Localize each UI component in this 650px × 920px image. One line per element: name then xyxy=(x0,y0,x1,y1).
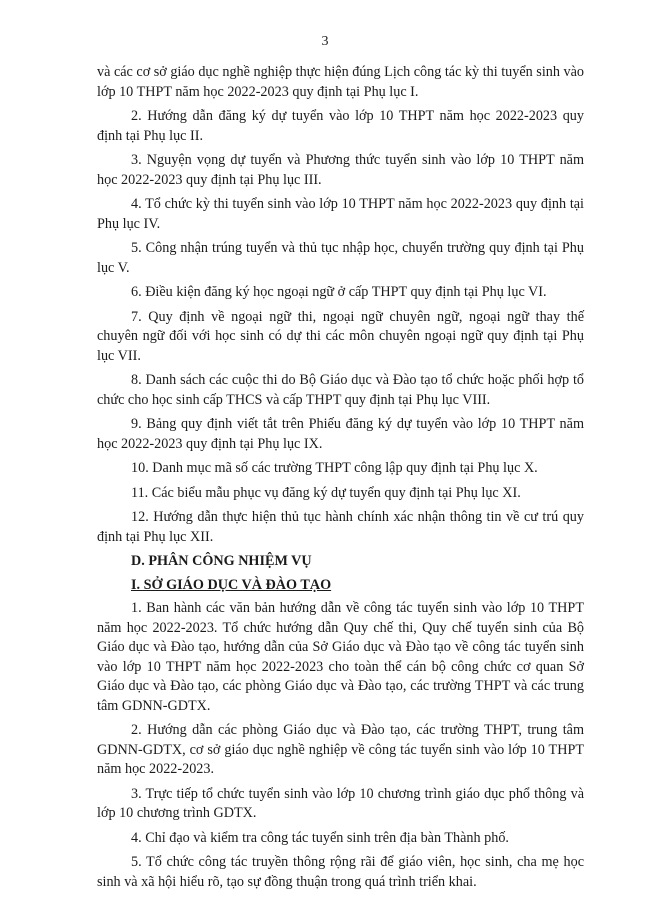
list-item: 2. Hướng dẫn đăng ký dự tuyển vào lớp 10 THPT năm học 2022-2023 quy định tại Phụ lục II. xyxy=(97,108,584,144)
list-item: 8. Danh sách các cuộc thi do Bộ Giáo dục và Đào tạo tổ chức hoặc phối hợp tổ chức cho học sinh cấp THCS và cấp THPT quy định tại Phụ lục VIII. xyxy=(97,372,584,408)
page-number: 3 xyxy=(321,34,329,49)
intro-paragraph: và các cơ sở giáo dục nghề nghiệp thực hiện đúng Lịch công tác kỳ thi tuyển sinh vào lớp 10 THPT năm học 2022-2023 quy định tại Phụ lục I. xyxy=(97,64,584,100)
list-item: 12. Hướng dẫn thực hiện thủ tục hành chính xác nhận thông tin về cư trú quy định tại Phụ lục XII. xyxy=(97,509,584,545)
document-body xyxy=(97,63,584,897)
list-item: 9. Bảng quy định viết tắt trên Phiếu đăng ký dự tuyển vào lớp 10 THPT năm học 2022-2023 quy định tại Phụ lục IX. xyxy=(97,416,584,452)
section-heading: D. PHÂN CÔNG NHIỆM VỤ xyxy=(131,553,312,569)
task-paragraph: 2. Hướng dẫn các phòng Giáo dục và Đào tạo, các trường THPT, trung tâm GDNN-GDTX, cơ sở giáo dục nghề nghiệp về công tác tuyển sinh vào lớp 10 THPT năm học 2022-2023. xyxy=(97,722,584,777)
list-item: 6. Điều kiện đăng ký học ngoại ngữ ở cấp THPT quy định tại Phụ lục VI. xyxy=(131,284,547,300)
list-item: 5. Công nhận trúng tuyển và thủ tục nhập học, chuyển trường quy định tại Phụ lục V. xyxy=(97,240,584,276)
list-item: 7. Quy định về ngoại ngữ thi, ngoại ngữ chuyên ngữ, ngoại ngữ thay thế chuyên ngữ đối với học sinh có dự thi các môn chuyên ngoại ngữ quy định tại Phụ lục VII. xyxy=(97,308,584,364)
subsection-heading: I. SỞ GIÁO DỤC VÀ ĐÀO TẠO xyxy=(131,576,332,593)
list-item: 3. Nguyện vọng dự tuyển và Phương thức tuyển sinh vào lớp 10 THPT năm học 2022-2023 quy định tại Phụ lục III. xyxy=(97,152,584,188)
task-paragraph: 4. Chỉ đạo và kiểm tra công tác tuyển sinh trên địa bàn Thành phố. xyxy=(131,829,509,846)
task-paragraph: 3. Trực tiếp tổ chức tuyển sinh vào lớp 10 chương trình giáo dục phổ thông và lớp 10 chương trình GDTX. xyxy=(97,785,584,821)
list-item: 4. Tổ chức kỳ thi tuyển sinh vào lớp 10 THPT năm học 2022-2023 quy định tại Phụ lục IV. xyxy=(97,196,584,232)
task-paragraph: 1. Ban hành các văn bản hướng dẫn về công tác tuyển sinh vào lớp 10 THPT năm học 2022-2023. Tổ chức hướng dẫn Quy chế thi, Quy chế tuyển sinh của Bộ Giáo dục và Đào tạo, hướng dẫn của Sở Giáo dục và Đào tạo về công tác tuyển sinh vào lớp 10 THPT năm học 2022-2023 cho toàn thể cán bộ công chức cơ quan Sở Giáo dục và Đào tạo, các phòng Giáo dục và Đào tạo, các trường THPT và các trung tâm GDNN-GDTX. xyxy=(97,600,584,714)
list-item: 11. Các biểu mẫu phục vụ đăng ký dự tuyển quy định tại Phụ lục XI. xyxy=(131,484,521,501)
list-item: 10. Danh mục mã số các trường THPT công lập quy định tại Phụ lục X. xyxy=(131,460,538,476)
task-paragraph: 5. Tổ chức công tác truyền thông rộng rãi để giáo viên, học sinh, cha mẹ học sinh và xã hội hiểu rõ, tạo sự đồng thuận trong quá trình triển khai. xyxy=(97,854,584,890)
